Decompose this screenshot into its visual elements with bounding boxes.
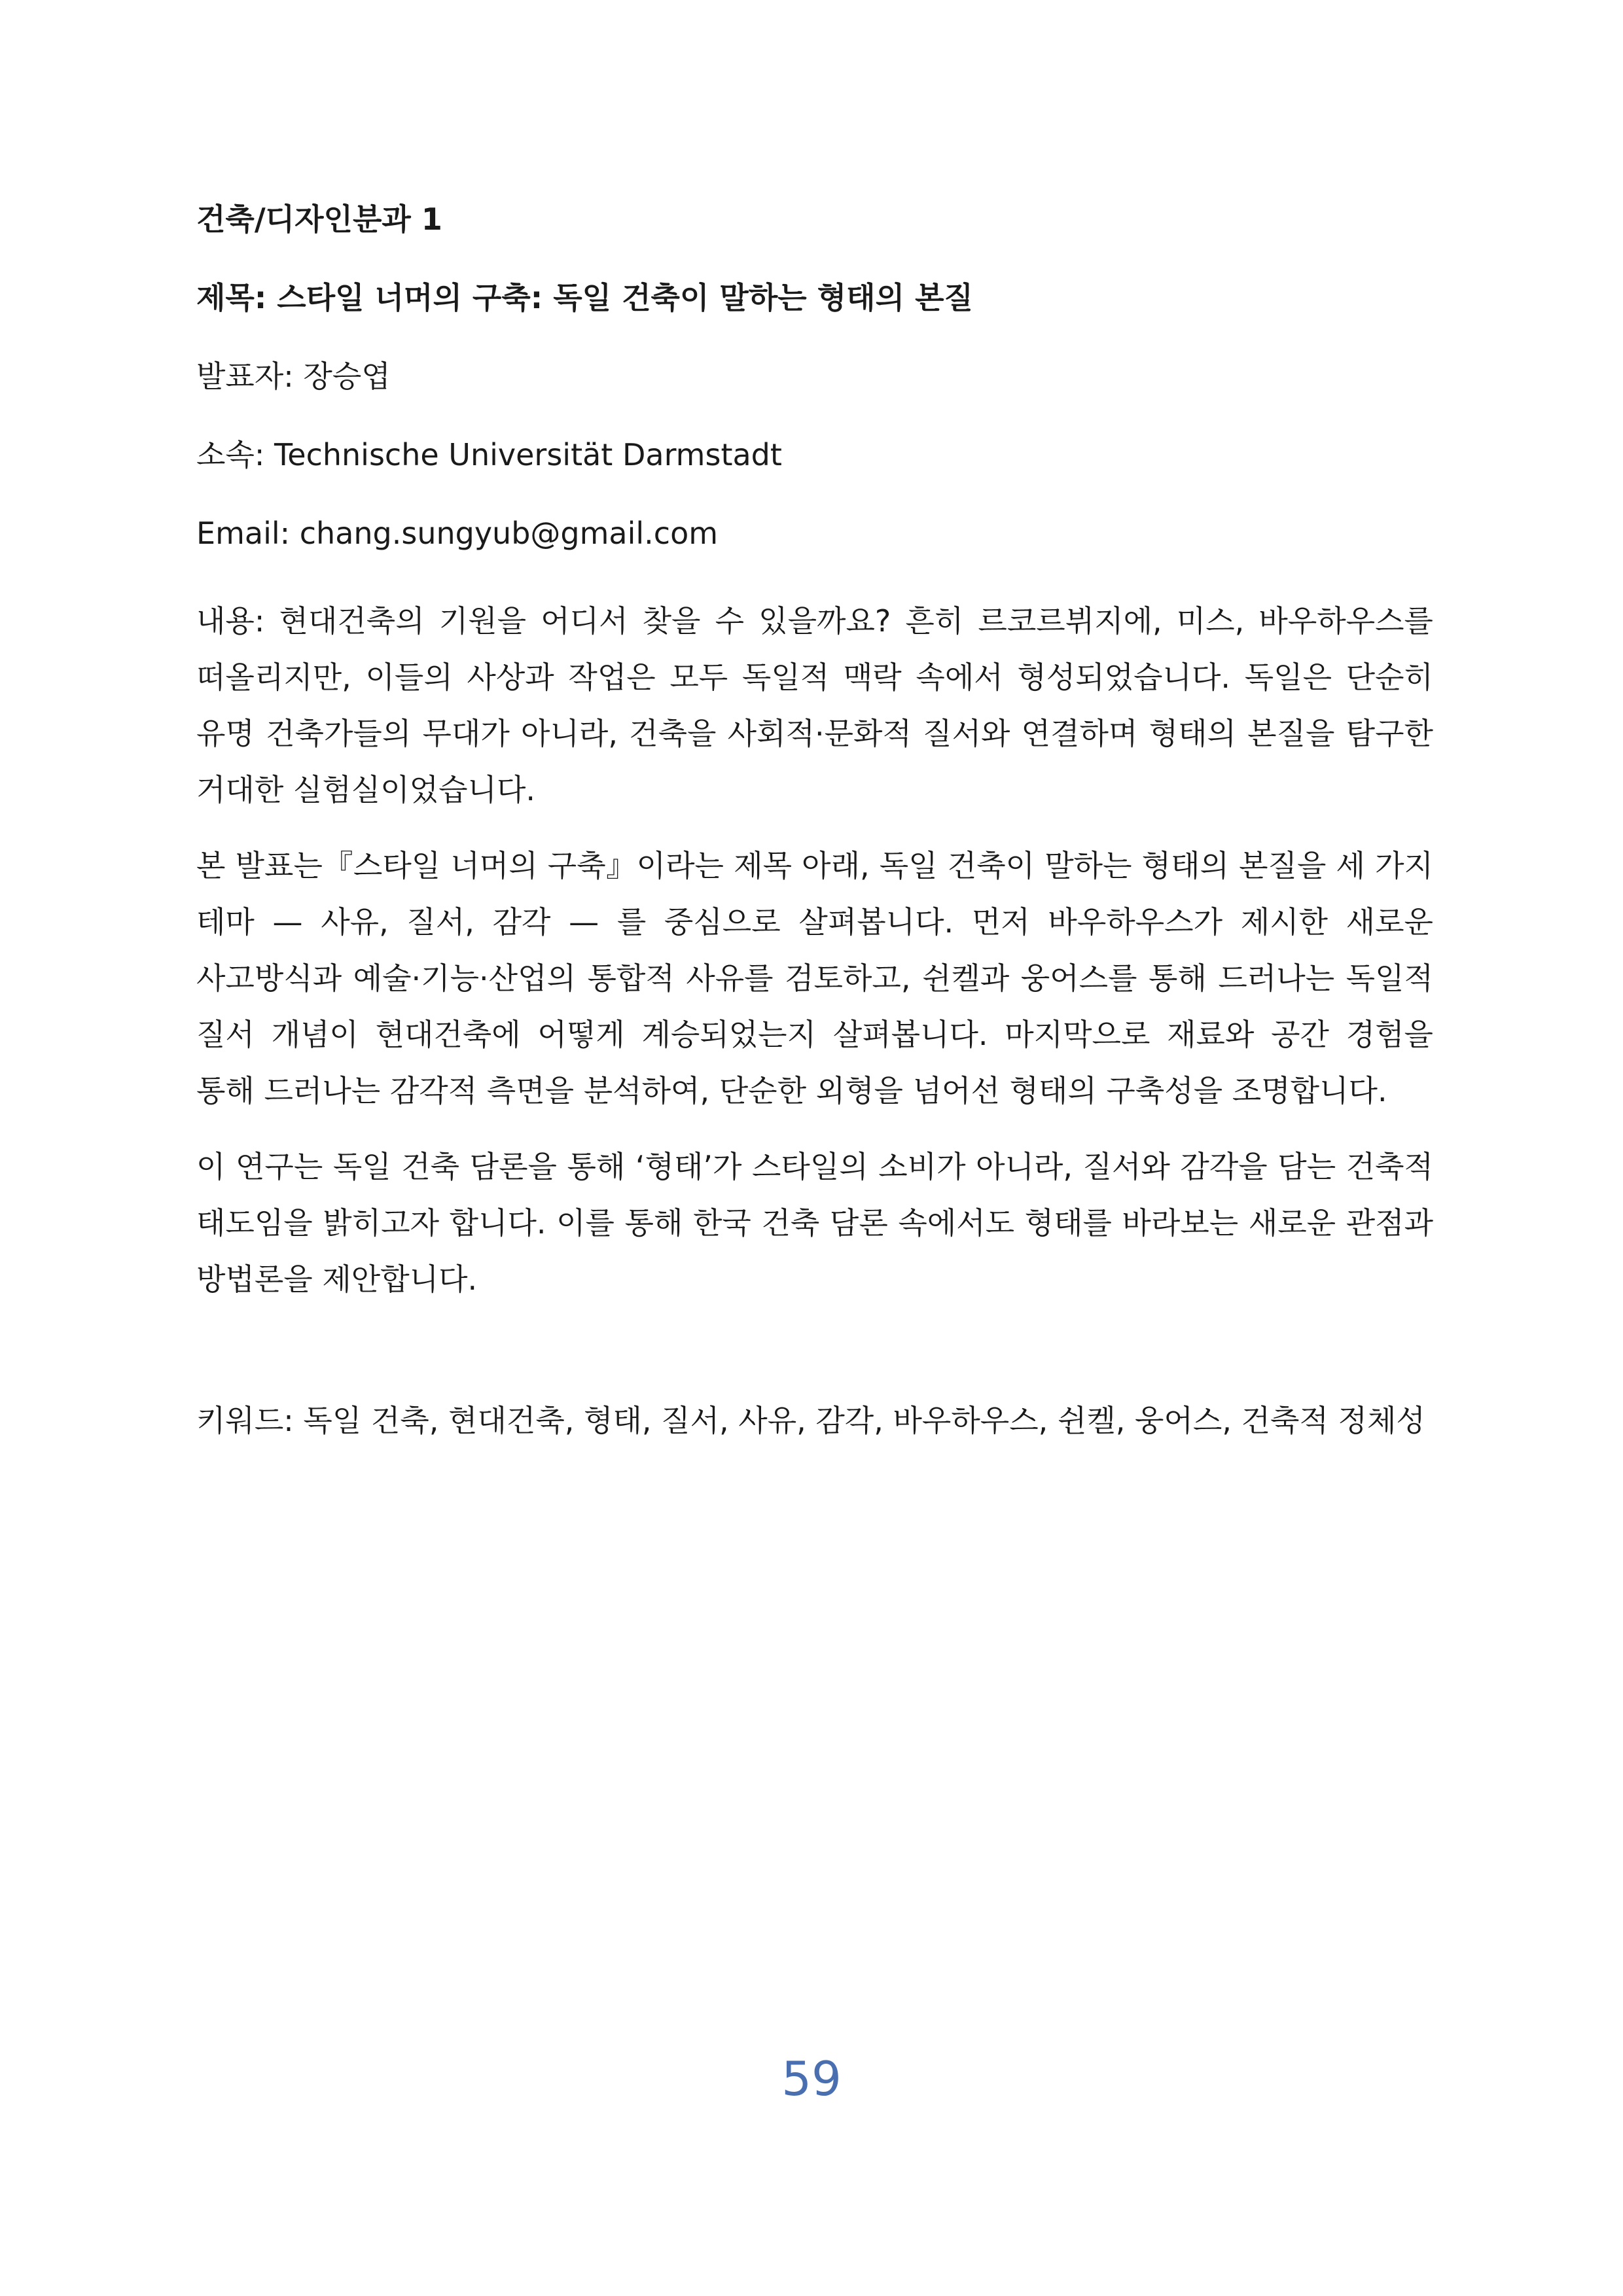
presenter: 발표자: 장승엽	[196, 359, 391, 394]
paper-title: 제목: 스타일 너머의 구축: 독일 건축이 말하는 형태의 본질	[196, 280, 973, 315]
document-page	[196, 196, 1433, 1479]
affiliation: 소속: Technische Universität Darmstadt	[196, 437, 782, 472]
email: Email: chang.sungyub@gmail.com	[196, 516, 719, 551]
abstract-paragraph-2: 본 발표는『스타일 너머의 구축』이라는 제목 아래, 독일 건축이 말하는 형태의 본질을 세 가지 테마 — 사유, 질서, 감각 — 를 중심으로 살펴봅니다. 먼저 바우하우스가 제시한 새로운 사고방식과 예술·기능·산업의 통합적 사유를 검토하고, 쉰켈과 웅어스를 통해 드러나는 독일적 질서 개념이 현대건축에 어떻게 계승되었는지 살펴봅니다. 마지막으로 재료와 공간 경험을 통해 드러나는 감각적 측면을 분석하여, 단순한 외형을 넘어선 형태의 구축성을 조명합니다.	[196, 848, 1433, 1108]
abstract-paragraph-3: 이 연구는 독일 건축 담론을 통해 ‘형태’가 스타일의 소비가 아니라, 질서와 감각을 담는 건축적 태도임을 밝히고자 합니다. 이를 통해 한국 건축 담론 속에서도 형태를 바라보는 새로운 관점과 방법론을 제안합니다.	[196, 1149, 1433, 1297]
keywords: 키워드: 독일 건축, 현대건축, 형태, 질서, 사유, 감각, 바우하우스, 쉰켈, 웅어스, 건축적 정체성	[196, 1403, 1425, 1438]
abstract-paragraph-1: 내용: 현대건축의 기원을 어디서 찾을 수 있을까요? 흔히 르코르뷔지에, 미스, 바우하우스를 떠올리지만, 이들의 사상과 작업은 모두 독일적 맥락 속에서 형성되었습니다. 독일은 단순히 유명 건축가들의 무대가 아니라, 건축을 사회적·문화적 질서와 연결하며 형태의 본질을 탐구한 거대한 실험실이었습니다.	[196, 603, 1433, 807]
page-number: 59	[781, 2051, 842, 2106]
section-label: 건축/디자인분과 1	[196, 202, 442, 237]
